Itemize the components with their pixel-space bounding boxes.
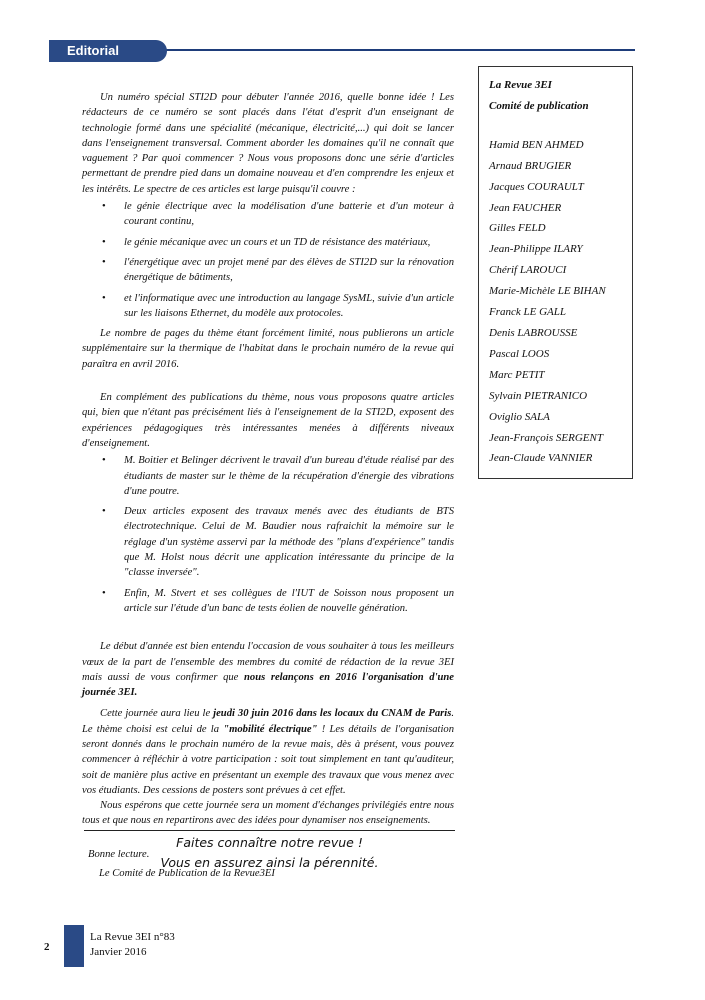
paragraph-complement: En complément des publications du thème, nous vous proposons quatre articles qui, bien que n'étant pas précisément liés à l'enseignement de la STI2D, exposent des expériences pédagogiques très intéressantes menées à différents niveaux d'enseignement. — [82, 392, 454, 449]
slogan — [84, 833, 455, 872]
closing-text: Bonne lecture. — [88, 848, 150, 860]
wishes-highlight: nous relançons en 2016 l'organisation d'une journée 3EI. — [82, 671, 454, 699]
event-text-a: Cette journée aura lieu le — [100, 708, 214, 720]
committee-member: Sylvain PIETRANICO — [489, 389, 588, 402]
issue-date: Janvier 2016 — [90, 946, 147, 958]
list-item: • Deux articles exposent des travaux menés avec des étudiants de BTS électrotechnique. Celui de M. Baudier nous rafraichit la mémoire sur le réglage d'un système asservi par la méthode des "plans d'expérience" tandis que M. Holst nous décrit une application intéressante du principe de la "classe inversée". — [124, 504, 454, 580]
paragraph-intro: Un numéro spécial STI2D pour débuter l'année 2016, quelle bonne idée ! Les rédacteurs de ce numéro se sont placés dans l'état d'esprit d'un enseignant de technologie formé dans une spécialité (mécanique, électricité,...) qui doit se lancer dans l'enseignement transversal. Comment aborder les domaines qu'il ne connaît que vaguement ? Par quoi commencer ? Nous vous proposons donc une série d'articles permettant de prendre pied dans un domaine nouveau et d'en comprendre les enjeux et les intérêts. Le spectre de ces articles est large puisqu'il couvre : — [82, 92, 454, 195]
section-tab: Editorial — [49, 40, 167, 62]
event-text-c: ! Les détails de l'organisation seront donnés dans le prochain numéro de la revue mais, dès à présent, vous pouvez commencer à réfléchir à votre participation : soit tout simplement en tant qu'auditeur, soit de manière plus active en présentant un exemple des travaux que vous menez avec vos étudiants. Des cessions de posters sont prévues à cet effet. — [82, 723, 455, 796]
committee-member: Franck LE GALL — [489, 306, 566, 319]
list-item: • et l'informatique avec une introduction au langage SysML, suivie d'un article sur les liaisons Ethernet, du modèle aux protocoles. — [124, 291, 454, 322]
committee-member: Oviglio SALA — [489, 410, 550, 423]
committee-member: Marie-Michèle LE BIHAN — [489, 285, 606, 298]
list-item: • M. Boitier et Belinger décrivent le travail d'un bureau d'étude réalisé par des étudiants de master sur le thème de la récupération d'énergie des vibrations d'une poutre. — [124, 453, 454, 499]
editorial-body — [82, 90, 454, 881]
committee-member: Jean FAUCHER — [489, 201, 562, 214]
paragraph-event — [82, 706, 454, 798]
footer-accent-bar — [64, 925, 84, 967]
articles-list — [82, 453, 454, 616]
committee-member: Arnaud BRUGIER — [489, 159, 572, 172]
committee-member: Jacques COURAULT — [489, 180, 584, 193]
slogan-line-1: Faites connaître notre revue ! — [176, 835, 363, 850]
journal-issue: La Revue 3EI n°83 — [90, 931, 175, 943]
committee-member: Marc PETIT — [489, 368, 545, 381]
paragraph-hope: Nous espérons que cette journée sera un moment d'échanges privilégiés entre nous tous et que nous en repartirons avec des idées pour dynamiser nos enseignements. — [82, 800, 454, 827]
paragraph-pages: Le nombre de pages du thème étant forcément limité, nous publierons un article supplémentaire sur la thermique de l'habitat dans le prochain numéro de la revue qui paraîtra en avril 2016. — [82, 328, 454, 370]
event-text-b: . Le thème choisi est celui de la — [82, 708, 454, 735]
list-item: • le génie électrique avec la modélisation d'une batterie et d'un moteur à courant continu, — [124, 199, 454, 230]
list-item: • le génie mécanique avec un cours et un TD de résistance des matériaux, — [124, 235, 454, 250]
committee-member: Chérif LAROUCI — [489, 264, 567, 277]
committee-member: Pascal LOOS — [489, 347, 550, 360]
committee-member: Jean-Claude VANNIER — [489, 452, 593, 465]
committee-member: Denis LABROUSSE — [489, 326, 578, 339]
committee-heading: Comité de publication — [489, 99, 589, 112]
committee-member: Hamid BEN AHMED — [489, 138, 584, 151]
committee-member: Jean-Philippe ILARY — [489, 243, 583, 256]
list-item: • Enfin, M. Stvert et ses collègues de l'IUT de Soisson nous proposent un article sur l'étude d'un banc de tests éolien de nouvelle génération. — [124, 586, 454, 617]
paragraph-wishes — [82, 639, 454, 700]
journal-name: La Revue 3EI — [489, 79, 552, 91]
signature: Le Comité de Publication de la Revue3EI — [99, 868, 275, 880]
committee-members — [489, 135, 632, 470]
event-theme: "mobilité électrique" — [223, 723, 318, 735]
slogan-line-2: Vous en assurez ainsi la pérennité. — [160, 854, 379, 870]
committee-box — [478, 66, 633, 479]
page-number: 2 — [44, 941, 50, 953]
list-item: • l'énergétique avec un projet mené par des élèves de STI2D sur la rénovation énergétique de bâtiments, — [124, 255, 454, 286]
slogan-rule — [84, 830, 455, 831]
event-date-place: jeudi 30 juin 2016 dans les locaux du CNAM de Paris — [213, 708, 452, 720]
footer-info — [90, 930, 175, 960]
wishes-text: Le début d'année est bien entendu l'occasion de vous souhaiter à tous les meilleurs vœux de la part de l'ensemble des membres du comité de rédaction de la revue 3EI mais aussi de vous confirmer que — [82, 641, 454, 683]
committee-member: Jean-François SERGENT — [489, 431, 603, 444]
committee-member: Gilles FELD — [489, 222, 546, 235]
theme-list — [82, 199, 454, 321]
